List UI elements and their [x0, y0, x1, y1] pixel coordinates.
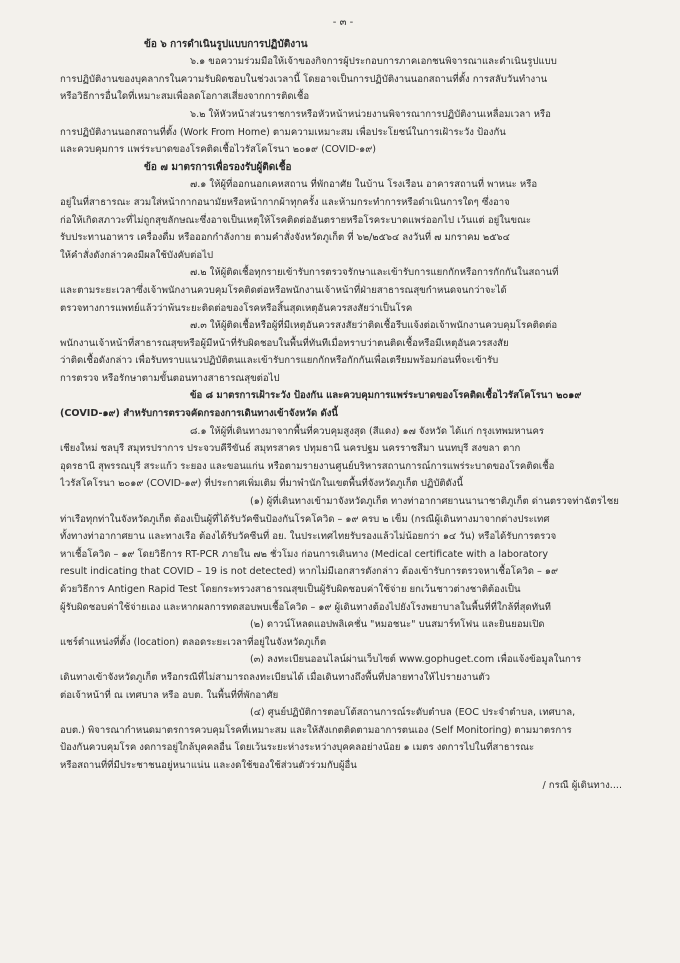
- text-line: ป้องกันควบคุมโรค งดการอยู่ใกล้บุคคลอื่น โดยเว้นระยะห่างระหว่างบุคคลอย่างน้อย ๑ เมตร งดการไปในที่สาธารณะ: [60, 742, 535, 754]
- text-line: ๖.๑ ขอความร่วมมือให้เจ้าของกิจการผู้ประกอบการภาคเอกชนพิจารณาและดำเนินรูปแบบ: [190, 56, 557, 68]
- text-line: ตรวจทางการแพทย์แล้วว่าพ้นระยะติดต่อของโรคหรือสิ้นสุดเหตุอันควรสงสัยว่าเป็นโรค: [60, 302, 413, 314]
- text-line: (๒) ดาวน์โหลดแอปพลิเคชั่น "หมอชนะ" บนสมาร์ทโฟน และยินยอมเปิด: [250, 619, 545, 631]
- paragraph: [60, 704, 626, 774]
- text-line: แชร์ตำแหน่งที่ตั้ง (location) ตลอดระยะเวลาที่อยู่ในจังหวัดภูเก็ต: [60, 636, 327, 648]
- paragraph: [60, 616, 626, 651]
- text-line: ท่าเรือทุกท่าในจังหวัดภูเก็ต ต้องเป็นผู้ที่ได้รับวัคซีนป้องกันโรคโควิด – ๑๙ ครบ ๒ เข็ม (กรณีผู้เดินทางมาจากต่างประเทศ: [60, 513, 550, 525]
- paragraph: [60, 493, 626, 616]
- text-line: อบต.) พิจารณากำหนดมาตรการควบคุมโรคที่เหมาะสม และให้สังเกตติดตามอาการตนเอง (Self Monitoring) ตามมาตรการ: [60, 724, 572, 736]
- text-line: การปฏิบัติงานของบุคลากรในความรับผิดชอบในช่วงเวลานี้ โดยอาจเป็นการปฏิบัติงานนอกสถานที่ตั้ง การสลับวันทำงาน: [60, 73, 548, 85]
- clause-heading: [60, 387, 626, 422]
- text-line: ไวรัสโคโรนา ๒๐๑๙ (COVID-๑๙) ที่ประกาศเพิ่มเติม ที่มาพำนักในเขตพื้นที่จังหวัดภูเก็ต ปฏิบัติดังนี้: [60, 478, 464, 490]
- continuation-note: / กรณี ผู้เดินทาง....: [542, 779, 622, 791]
- text-line: หรือสถานที่ที่มีประชาชนอยู่หนาแน่น และงดใช้ของใช้ส่วนตัวร่วมกับผู้อื่น: [60, 759, 357, 771]
- text-line: result indicating that COVID – 19 is not detected) หากไม่มีเอกสารดังกล่าว ต้องเข้ารับการตรวจหาเชื้อโควิด – ๑๙: [60, 566, 559, 578]
- text-line: พนักงานเจ้าหน้าที่สาธารณสุขหรือผู้มีหน้าที่รับผิดชอบในพื้นที่ทันทีเมื่อทราบว่าตนติดเชื้อหรือมีเหตุอันควรสงสัย: [60, 337, 509, 349]
- paragraph: [60, 176, 626, 264]
- document-body: [60, 36, 626, 775]
- text-line: ต่อเจ้าหน้าที่ ณ เทศบาล หรือ อบต. ในพื้นที่ที่พักอาศัย: [60, 689, 279, 701]
- text-line: ให้คำสั่งดังกล่าวคงมีผลใช้บังคับต่อไป: [60, 249, 214, 261]
- text-line: (๔) ศูนย์ปฏิบัติการตอบโต้สถานการณ์ระดับตำบล (EOC ประจำตำบล, เทศบาล,: [250, 707, 576, 719]
- text-line: เดินทางเข้าจังหวัดภูเก็ต หรือกรณีที่ไม่สามารถลงทะเบียนได้ เมื่อเดินทางถึงพื้นที่ปลายทางให้ไปรายงานตัว: [60, 671, 491, 683]
- paragraph: [60, 317, 626, 387]
- text-line: ผู้รับผิดชอบค่าใช้จ่ายเอง และหากผลการทดสอบพบเชื้อโควิด – ๑๙ ผู้เดินทางต้องไปยังโรงพยาบาลในพื้นที่ที่ใกล้ที่สุดทันที: [60, 601, 551, 613]
- text-line: เชียงใหม่ ชลบุรี สมุทรปราการ ประจวบคีรีขันธ์ สมุทรสาคร ปทุมธานี นครปฐม นครราชสีมา นนทบุรี สงขลา ตาก: [60, 443, 521, 455]
- text-line: ๗.๒ ให้ผู้ติดเชื้อทุกรายเข้ารับการตรวจรักษาและเข้ารับการแยกกักหรือการกักกันในสถานที่: [190, 267, 559, 279]
- text-line: หาเชื้อโควิด – ๑๙ โดยวิธีการ RT-PCR ภายใน ๗๒ ชั่วโมง ก่อนการเดินทาง (Medical certificate with a laboratory: [60, 548, 548, 560]
- text-line: ข้อ ๘ มาตรการเฝ้าระวัง ป้องกัน และควบคุมการแพร่ระบาดของโรคติดเชื้อไวรัสโคโรนา ๒๐๑๙: [190, 390, 582, 402]
- paragraph: [60, 53, 626, 106]
- text-line: รับประทานอาหาร เครื่องดื่ม หรือออกกำลังกาย ตามคำสั่งจังหวัดภูเก็ต ที่ ๖๒/๒๕๖๔ ลงวันที่ ๗ มกราคม ๒๕๖๔: [60, 232, 510, 244]
- text-line: หรือวิธีการอื่นใดที่เหมาะสมเพื่อลดโอกาสเสี่ยงจากการติดเชื้อ: [60, 91, 310, 103]
- text-line: ๖.๒ ให้หัวหน้าส่วนราชการหรือหัวหน้าหน่วยงานพิจารณาการปฏิบัติงานเหลื่อมเวลา หรือ: [190, 108, 551, 120]
- text-line: ๗.๓ ให้ผู้ติดเชื้อหรือผู้ที่มีเหตุอันควรสงสัยว่าติดเชื้อรีบแจ้งต่อเจ้าพนักงานควบคุมโรคติดต่อ: [190, 320, 558, 332]
- text-line: ด้วยวิธีการ Antigen Rapid Test โดยกระทรวงสาธารณสุขเป็นผู้รับผิดชอบค่าใช้จ่าย ยกเว้นชาวต่างชาติต้องเป็น: [60, 584, 521, 595]
- text-line: และควบคุมการ แพร่ระบาดของโรคติดเชื้อไวรัสโคโรนา ๒๐๑๙ (COVID-๑๙): [60, 144, 377, 156]
- section-heading: ข้อ ๗ มาตรการเพื่อรองรับผู้ติดเชื้อ: [144, 161, 292, 173]
- text-line: อยู่ในที่สาธารณะ สวมใส่หน้ากากอนามัยหรือหน้ากากผ้าทุกครั้ง และห้ามกระทำการหรือดำเนินการใดๆ ซึ่งอาจ: [60, 196, 510, 208]
- text-line: และตามระยะเวลาซึ่งเจ้าพนักงานควบคุมโรคติดต่อหรือพนักงานเจ้าหน้าที่ฝ่ายสาธารณสุขกำหนดจนกว่าจะได้: [60, 284, 507, 296]
- text-line: ว่าติดเชื้อดังกล่าว เพื่อรับทราบแนวปฏิบัติตนและเข้ารับการแยกกักหรือกักกันเพื่อเตรียมพร้อมก่อนที่จะเข้ารับ: [60, 355, 499, 367]
- text-line: อุดรธานี สุพรรณบุรี สระแก้ว ระยอง และขอนแก่น หรือตามรายงานศูนย์บริหารสถานการณ์การแพร่ระบาดของโรคติดเชื้อ: [60, 460, 555, 472]
- paragraph: [60, 651, 626, 704]
- page-number: - ๓ -: [332, 17, 354, 28]
- text-line: การปฏิบัติงานนอกสถานที่ตั้ง (Work From Home) ตามความเหมาะสม เพื่อประโยชน์ในการเฝ้าระวัง ป้องกัน: [60, 126, 506, 138]
- text-line: (๑) ผู้ที่เดินทางเข้ามาจังหวัดภูเก็ต ทางท่าอากาศยานนานาชาติภูเก็ต ด่านตรวจท่าฉัตรไชย: [250, 496, 619, 508]
- section-heading: ข้อ ๖ การดำเนินรูปแบบการปฏิบัติงาน: [144, 38, 308, 50]
- text-line: การตรวจ หรือรักษาตามขั้นตอนทางสาธารณสุขต่อไป: [60, 372, 280, 384]
- text-line: ทั้งทางท่าอากาศยาน และทางเรือ ต้องได้รับวัคซีนที่ อย. ในประเทศไทยรับรองแล้วไม่น้อยกว่า ๑๔ วัน) หรือได้รับการตรวจ: [60, 531, 557, 543]
- text-line: (COVID-๑๙) สำหรับการตรวจคัดกรองการเดินทางเข้าจังหวัด ดังนี้: [60, 408, 338, 420]
- paragraph: [60, 106, 626, 159]
- text-line: ๘.๑ ให้ผู้ที่เดินทางมาจากพื้นที่ควบคุมสูงสุด (สีแดง) ๑๗ จังหวัด ได้แก่ กรุงเทพมหานคร: [190, 425, 545, 437]
- text-line: (๓) ลงทะเบียนออนไลน์ผ่านเว็บไซต์ www.gophuget.com เพื่อแจ้งข้อมูลในการ: [250, 654, 582, 666]
- paragraph: [60, 423, 626, 493]
- paragraph: [60, 264, 626, 317]
- text-line: ก่อให้เกิดสภาวะที่ไม่ถูกสุขลักษณะซึ่งอาจเป็นเหตุให้โรคติดต่ออันตรายหรือโรคระบาดแพร่ออกไป เว้นแต่ อยู่ในขณะ: [60, 214, 532, 226]
- text-line: ๗.๑ ให้ผู้ที่ออกนอกเคหสถาน ที่พักอาศัย ในบ้าน โรงเรือน อาคารสถานที่ พาหนะ หรือ: [190, 179, 538, 191]
